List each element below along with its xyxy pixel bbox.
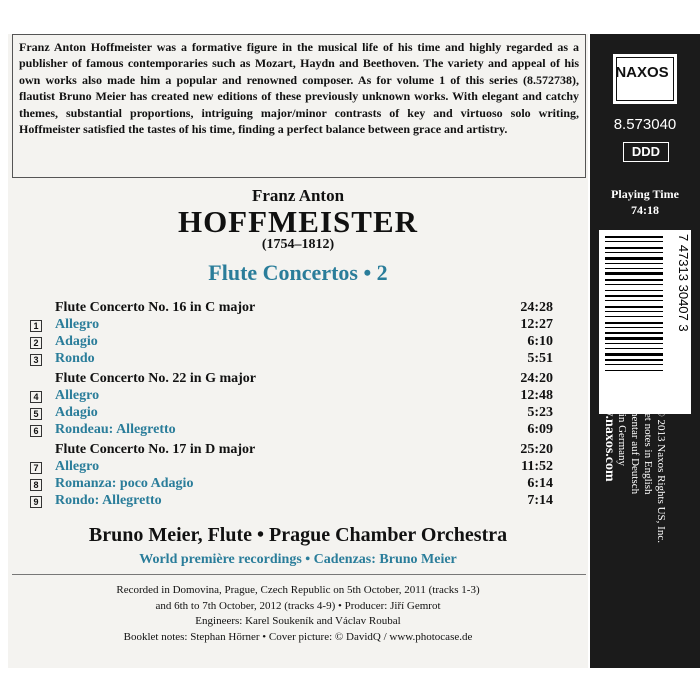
track-time: 5:51 (527, 351, 553, 366)
barcode-bar (605, 241, 663, 242)
track-number: 6 (30, 425, 42, 437)
barcode-bar (605, 272, 663, 275)
barcode-bar (605, 337, 663, 340)
track-row (8, 317, 588, 334)
barcode-bar (605, 290, 663, 291)
work-row (8, 371, 588, 388)
track-row (8, 388, 588, 405)
logo-text: NAXOS (615, 64, 669, 81)
legal-text (615, 386, 667, 543)
back-cover-panel (8, 34, 588, 668)
credits-line: Booklet notes: Stephan Hörner • Cover picture: © DavidQ / www.photocase.de (123, 630, 473, 643)
track-title: Adagio (55, 334, 98, 349)
barcode-bar (605, 322, 663, 324)
barcode-bar (605, 268, 663, 269)
track-number: 5 (30, 408, 42, 420)
track-number: 4 (30, 391, 42, 403)
credits-line: Recorded in Domovina, Prague, Czech Republic on 5th October, 2011 (tracks 1-3) (116, 584, 480, 596)
work-title: Flute Concerto No. 22 in G major (55, 371, 257, 386)
work-time: 24:28 (520, 300, 553, 315)
catalog-number: 8.573040 (613, 116, 677, 133)
track-number: 7 (30, 462, 42, 474)
track-time: 5:23 (527, 405, 553, 420)
work-time: 25:20 (520, 442, 553, 457)
barcode-bar (605, 353, 663, 356)
work-row (8, 442, 588, 459)
track-title: Rondo (55, 351, 95, 366)
ddd-badge: DDD (623, 142, 669, 162)
track-row (8, 351, 588, 368)
track-title: Rondeau: Allegretto (55, 422, 176, 437)
barcode-bar (605, 332, 663, 334)
track-row (8, 334, 588, 351)
track-row (8, 459, 588, 476)
track-time: 12:27 (520, 317, 553, 332)
track-row (8, 476, 588, 493)
track-title: Allegro (55, 388, 100, 403)
intro-text: Franz Anton Hoffmeister was a formative figure in the musical life of his time and highly regarded as a publisher of famous contemporaries such as Mozart, Haydn and Beethoven. The variety and appeal of his own works also made him a popular and renowned composer. As for volume 1 of this series (8.572738), flautist Bruno Meier has created new editions of these previously unknown works. With elegant and catchy themes, substantial proportions, intriguing major/minor contrasts of key and virtuoso solo writing, Hoffmeister satisfied the tastes of his time, finding a perfect balance between grace and artistry. (12, 34, 586, 178)
barcode-bar (605, 343, 663, 344)
track-time: 7:14 (527, 493, 553, 508)
track-title: Romanza: poco Adagio (55, 476, 194, 491)
barcode-bar (605, 252, 663, 253)
work-time: 24:20 (520, 371, 553, 386)
barcode-bar (605, 364, 663, 365)
track-time: 6:14 (527, 476, 553, 491)
track-row (8, 493, 588, 510)
track-number: 3 (30, 354, 42, 366)
performers-line: Bruno Meier, Flute • Prague Chamber Orchestra (88, 524, 508, 546)
legal-line: Made in Germany (616, 386, 628, 467)
barcode-bar (605, 316, 663, 317)
track-time: 12:48 (520, 388, 553, 403)
track-number: 1 (30, 320, 42, 332)
composer-last-name: HOFFMEISTER (177, 204, 419, 239)
legal-line: ℗ & © 2013 Naxos Rights US, Inc. (655, 386, 667, 543)
naxos-logo (613, 54, 677, 104)
barcode-bar (605, 263, 663, 264)
barcode-digits: 7 47313 30407 3 (676, 234, 691, 332)
legal-line: Booklet notes in English (642, 386, 654, 495)
barcode-bar (605, 279, 663, 281)
barcode-bar (605, 295, 663, 297)
barcode-bar (605, 236, 663, 238)
barcode-bar (605, 257, 663, 260)
track-number: 8 (30, 479, 42, 491)
credits-line: and 6th to 7th October, 2012 (tracks 4-9) • Producer: Jiří Gemrot (155, 599, 441, 612)
work-title: Flute Concerto No. 17 in D major (55, 442, 256, 457)
barcode-bar (605, 370, 663, 371)
credits (8, 583, 588, 645)
composer-dates: (1754–1812) (261, 237, 335, 252)
barcode-bar (605, 348, 663, 349)
track-title: Adagio (55, 405, 98, 420)
barcode-bar (605, 311, 663, 312)
premiere-line: World première recordings • Cadenzas: Bruno Meier (139, 552, 457, 567)
barcode-bar (605, 247, 663, 249)
track-number: 9 (30, 496, 42, 508)
barcode-bar (605, 306, 663, 308)
website-url: www.naxos.com (602, 386, 617, 482)
barcode-bar (605, 359, 663, 361)
playing-time (590, 186, 700, 218)
work-title: Flute Concerto No. 16 in C major (55, 300, 256, 315)
credits-line: Engineers: Karel Soukeník and Václav Roubal (195, 615, 401, 627)
track-title: Rondo: Allegretto (55, 493, 162, 508)
track-time: 6:09 (527, 422, 553, 437)
track-time: 6:10 (527, 334, 553, 349)
composer-first-name: Franz Anton (251, 186, 345, 205)
track-time: 11:52 (521, 459, 553, 474)
barcode-bar (605, 284, 663, 285)
track-row (8, 405, 588, 422)
track-row (8, 422, 588, 439)
work-row (8, 300, 588, 317)
legal-line: Kommentar auf Deutsch (629, 386, 641, 495)
spine (590, 34, 700, 668)
barcode-bar (605, 327, 663, 328)
album-title: Flute Concertos • 2 (208, 260, 388, 285)
track-title: Allegro (55, 459, 100, 474)
playing-time-label: Playing Time (611, 187, 679, 201)
playing-time-value: 74:18 (631, 203, 659, 217)
track-number: 2 (30, 337, 42, 349)
track-title: Allegro (55, 317, 100, 332)
barcode-bar (605, 300, 663, 301)
